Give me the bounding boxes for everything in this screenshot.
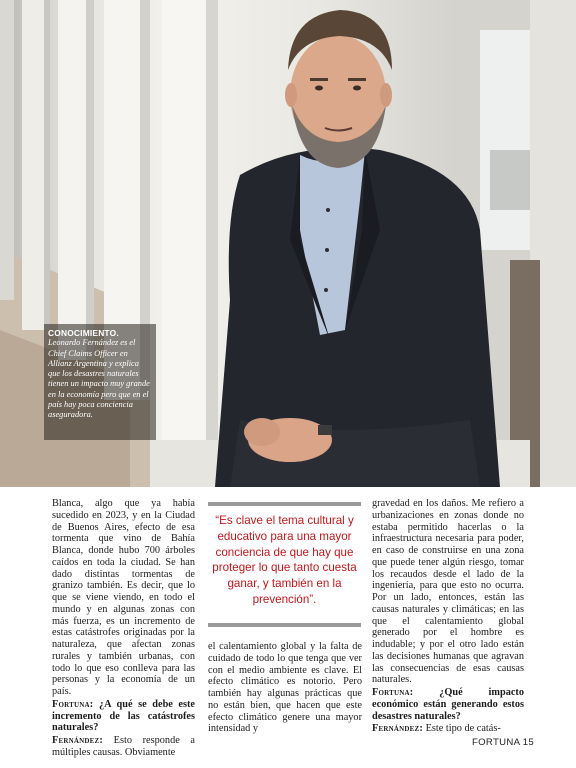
caption-title: CONOCIMIENTO. [48, 328, 119, 338]
pull-quote-top-rule [208, 502, 361, 506]
answer-2 [372, 723, 524, 735]
pull-quote-bottom-rule [208, 623, 361, 627]
page-folio: FORTUNA 15 [471, 737, 534, 748]
question-1 [52, 699, 195, 734]
paragraph: el calentamiento global y la falta de cuidado de todo lo que tenga que ver con el medio ambiente es clave. El efecto climático es notorio. Pero también hay algunas prácticas que no están bien, que hacen que este efecto climático genere una mayor intensidad y [208, 641, 362, 735]
caption-text: Leonardo Fernández es el Chief Claims Officer en Allianz Argentina y explica que los desastres naturales tienen un impacto muy grande en la economía pero que en el país hay poca conciencia aseguradora. [48, 338, 150, 420]
question-speaker: Fortuna: [52, 698, 94, 710]
pull-quote-text: “Es clave el tema cultural y educativo para una mayor conciencia de que hay que proteger lo que tanto cuesta ganar, y también en la prevención”. [212, 514, 357, 606]
answer-text: Esto responde a múltiples causas. Obviamente [52, 735, 196, 758]
answer-speaker: Fernández: [372, 723, 424, 735]
article-column-3 [372, 498, 524, 735]
photo-caption [44, 324, 156, 440]
article-column-2 [208, 641, 362, 735]
question-text: ¿Qué impacto económico están generando estos desastres naturales? [372, 687, 524, 722]
answer-speaker: Fernández: [52, 735, 104, 746]
paragraph: gravedad en los daños. Me refiero a urbanizaciones en zonas donde no estaba permitido hacerlas o la infraestructura necesaria para poder, en caso de construirse en una zona que puede tener algún riesgo, tomar los recaudos desde el lado de la ingeniería, para que esto no ocurra. Por un lado, entonces, están las causas naturales y climáticas; en las que el calentamiento global generado por el hombre es indudable; y por el otro lado están las decisiones humanas que agravan las consecuencias de esas causas naturales. [372, 498, 524, 686]
paragraph: Blanca, algo que ya había sucedido en 2023, y en la Ciudad de Buenos Aires, efecto de esa tormenta que vino de Bahía Blanca, donde hubo 700 árboles caídos en toda la ciudad. Se han dado distintas tormentas de granizo también. Es decir, que lo que se viene viendo, en todo el mundo y en algunas zonas con más fuerza, es un incremento de estas catástrofes originadas por la naturaleza, que afectan zonas rurales y también urbanas, con todo lo que eso conlleva para las personas y la economía de un país. [52, 498, 195, 697]
answer-1 [52, 735, 195, 759]
answer-text: Este tipo de catás- [425, 723, 501, 735]
question-text: ¿A qué se debe este incremento de las catástrofes naturales? [52, 698, 195, 734]
pull-quote [208, 502, 361, 627]
question-speaker: Fortuna: [372, 687, 414, 698]
article-column-1 [52, 498, 195, 759]
question-2 [372, 687, 524, 722]
